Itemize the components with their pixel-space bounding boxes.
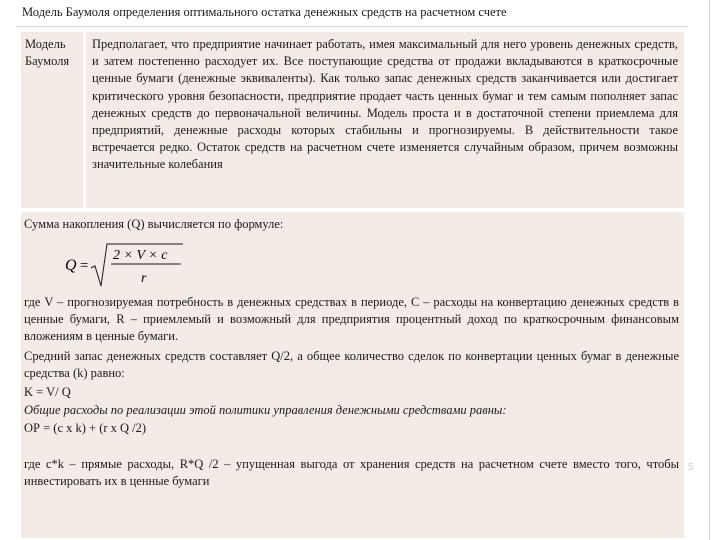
formula-equals: =: [79, 258, 90, 274]
page-title: Модель Баумоля определения оптимального остатка денежных средств на расчетном счете: [22, 5, 507, 19]
formula-lhs: Q: [65, 257, 77, 274]
side-mark: 5: [688, 462, 694, 473]
divider: [16, 26, 688, 27]
formula-intro: Сумма накопления (Q) вычисляется по формуле:: [24, 217, 284, 231]
formula-op: ОР = (c x k) + (r x Q /2): [24, 421, 147, 435]
table-cell-description: [86, 32, 684, 208]
formula-k: K = V/ Q: [24, 385, 71, 399]
formula-numerator: 2 × V × c: [113, 248, 168, 263]
q-formula: [61, 238, 201, 292]
total-costs-heading: Общие расходы по реализации этой политики управления денежными средствами равны:: [24, 403, 507, 417]
variables-paragraph: где V – прогнозируемая потребность в денежных средствах в периоде, C – расходы на конвертацию денежных средств в ценные бумаги, R – приемлемый и возможный для предприятия процентный доход по краткосрочным финансовым вложениям в ценные бумаги.: [24, 295, 679, 343]
table-cell-label: [21, 32, 83, 208]
explanation-paragraph: где c*k – прямые расходы, R*Q /2 – упущенная выгода от хранения средств на расчетном счете вместо того, чтобы инвестировать их в ценные бумаги: [24, 457, 679, 488]
model-description: Предполагает, что предприятие начинает работать, имея максимальный для него уровень денежных средств, и затем постепенно расходует их. Все поступающие средства от продажи вкладываются в краткосрочные ценные бумаги (денежные эквиваленты). Как только запас денежных средств заканчивается или достигает критического уровня безопасности, предприятие продает часть ценных бумаг и тем самым пополняет запас денежных средств до первоначальной величины. Модель проста и в достаточной степени приемлема для предприятий, денежные расходы которых стабильны и прогнозируемы. В действительности такое встречается редко. Остаток средств на расчетном счете изменяется случайным образом, причем возможны значительные колебания: [92, 37, 678, 172]
average-stock-paragraph: Средний запас денежных средств составляет Q/2, а общее количество сделок по конвертации ценных бумаг в денежные средства (k) равно:: [24, 349, 679, 380]
model-name: Модель Баумоля: [25, 37, 70, 68]
page-border: [709, 0, 710, 540]
formula-denominator: r: [141, 271, 147, 286]
formula-section: [21, 212, 684, 538]
